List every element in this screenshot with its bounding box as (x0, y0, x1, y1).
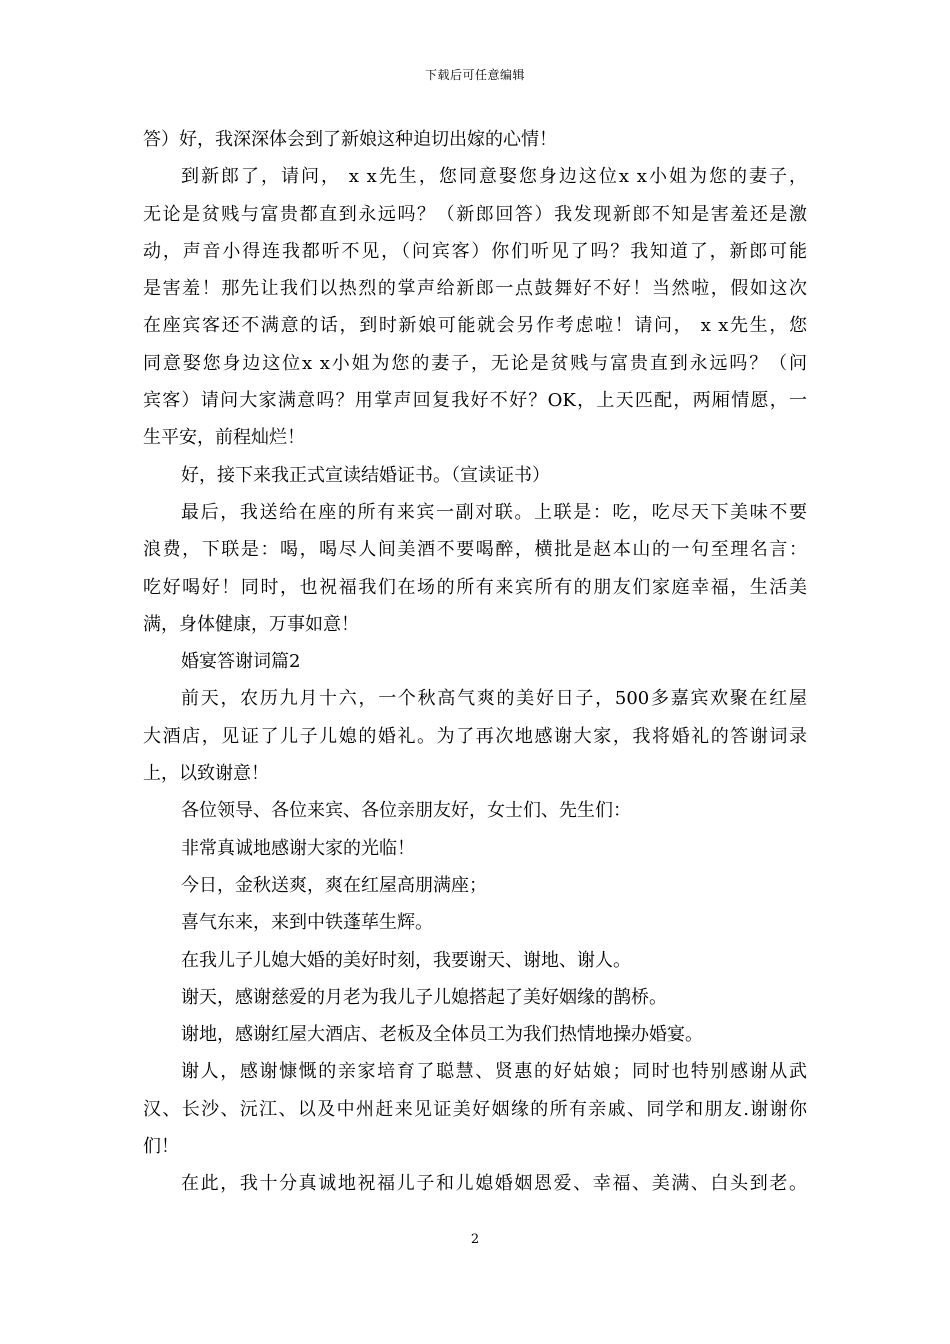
text-line: 在座宾客还不满意的话，到时新娘可能就会另作考虑啦！请问， x x先生，您 (143, 315, 807, 337)
text-line: 汉、长沙、沅江、以及中州赶来见证美好姻缘的所有亲戚、同学和朋友.谢谢你 (143, 1098, 807, 1120)
text-line: 婚宴答谢词篇2 (181, 651, 301, 673)
text-line: 最后，我送给在座的所有来宾一副对联。上联是：吃，吃尽天下美味不要 (181, 501, 807, 523)
text-line: 谢天，感谢慈爱的月老为我儿子儿媳搭起了美好姻缘的鹊桥。 (181, 986, 667, 1008)
text-line: 到新郎了，请问， x x先生，您同意娶您身边这位x x小姐为您的妻子， (181, 166, 807, 188)
text-line: 们！ (143, 1136, 179, 1158)
page-header: 下载后可任意编辑 (424, 68, 525, 82)
text-line: 前天，农历九月十六，一个秋高气爽的美好日子，500多嘉宾欢聚在红屋 (181, 688, 807, 710)
text-line: 是害羞！那先让我们以热烈的掌声给新郎一点鼓舞好不好！当然啦，假如这次 (143, 278, 807, 300)
text-line: 吃好喝好！同时，也祝福我们在场的所有来宾所有的朋友们家庭幸福，生活美 (143, 576, 807, 598)
text-line: 同意娶您身边这位x x小姐为您的妻子，无论是贫贱与富贵直到永远吗？（问 (143, 352, 807, 374)
text-line: 大酒店，见证了儿子儿媳的婚礼。为了再次地感谢大家，我将婚礼的答谢词录 (143, 725, 807, 747)
text-line: 上，以致谢意！ (143, 763, 269, 785)
page-number: 2 (470, 1232, 480, 1247)
text-line: 非常真诚地感谢大家的光临！ (181, 837, 415, 859)
text-line: 生平安，前程灿烂！ (143, 427, 305, 449)
text-line: 答）好，我深深体会到了新娘这种迫切出嫁的心情！ (143, 129, 557, 150)
text-line: 在此，我十分真诚地祝福儿子和儿媳婚姻恩爱、幸福、美满、白头到老。 (181, 1173, 807, 1195)
text-line: 无论是贫贱与富贵都直到永远吗？（新郎回答）我发现新郎不知是害羞还是激 (143, 203, 807, 225)
text-line: 在我儿子儿媳大婚的美好时刻，我要谢天、谢地、谢人。 (181, 949, 631, 971)
text-line: 各位领导、各位来宾、各位亲朋友好，女士们、先生们： (181, 800, 631, 822)
text-line: 好，接下来我正式宣读结婚证书。（宣读证书） (181, 464, 550, 486)
text-line: 宾客）请问大家满意吗？用掌声回复我好不好？OK，上天匹配，两厢情愿，一 (143, 390, 807, 412)
text-line: 满，身体健康，万事如意！ (143, 613, 359, 635)
text-line: 谢地，感谢红屋大酒店、老板及全体员工为我们热情地操办婚宴。 (181, 1024, 703, 1046)
text-line: 动，声音小得连我都听不见，（问宾客）你们听见了吗？我知道了，新郎可能 (143, 240, 807, 262)
document-body (143, 121, 807, 1203)
text-line: 浪费，下联是：喝，喝尽人间美酒不要喝醉，横批是赵本山的一句至理名言： (143, 539, 807, 561)
text-line: 喜气东来，来到中铁蓬荜生辉。 (181, 912, 433, 934)
text-line: 今日，金秋送爽，爽在红屋高朋满座； (181, 874, 487, 896)
text-line: 谢人，感谢慷慨的亲家培育了聪慧、贤惠的好姑娘；同时也特别感谢从武 (181, 1061, 807, 1083)
